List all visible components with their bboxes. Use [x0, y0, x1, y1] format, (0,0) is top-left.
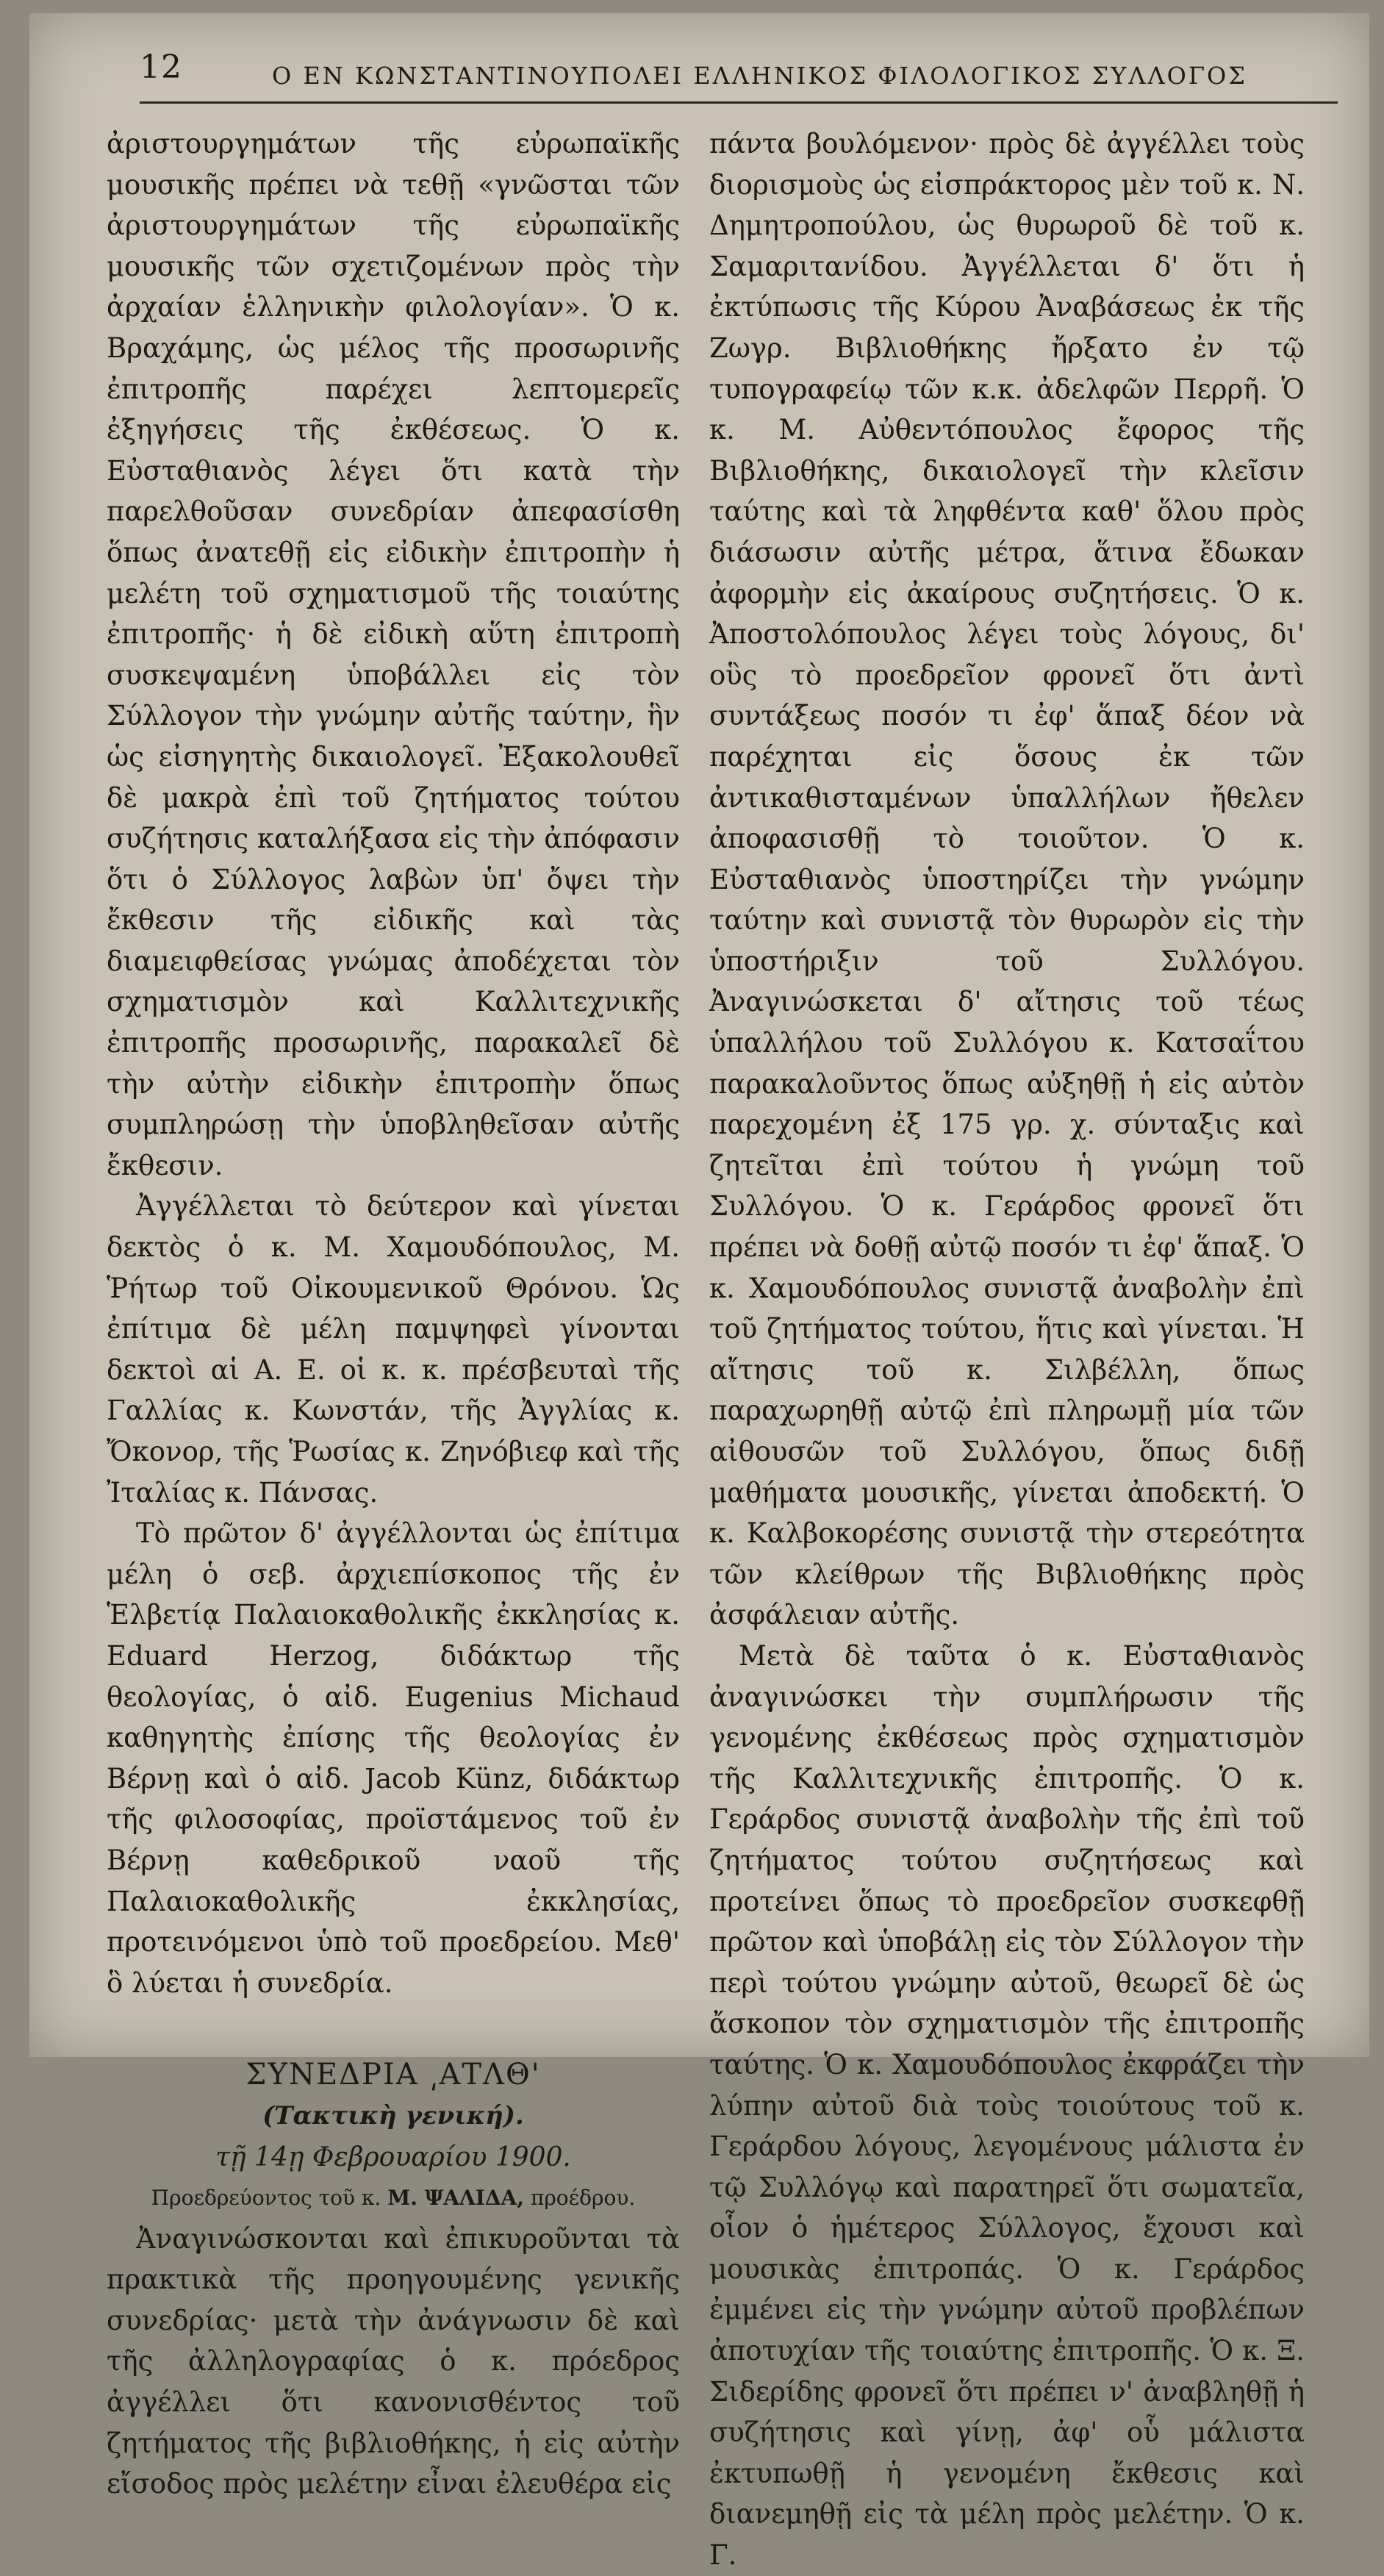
left-paragraph-3: Τὸ πρῶτον δ' ἀγγέλλονται ὡς ἐπίτιμα μέλη ὁ σεβ. ἀρχιεπίσκοπος τῆς ἐν Ἑλβετίᾳ Παλαιοκαθολικῆς ἐκκλησίας κ. Eduard Herzog, διδάκτωρ τῆς θεολογίας, ὁ αἰδ. Eugenius Michaud καθηγητὴς ἐπίσης τῆς θεολογίας ἐν Βέρνῃ καὶ ὁ αἰδ. Jacob Künz, διδάκτωρ τῆς φιλοσοφίας, προϊστάμενος τοῦ ἐν Βέρνῃ καθεδρικοῦ ναοῦ τῆς Παλαιοκαθολικῆς ἐκκλησίας, προτεινόμενοι ὑπὸ τοῦ προεδρείου. Μεθ' ὃ λύεται ἡ συνεδρία.: [107, 1517, 680, 1999]
left-paragraph-2: Ἀγγέλλεται τὸ δεύτερον καὶ γίνεται δεκτὸς ὁ κ. Μ. Χαμουδόπουλος, Μ. Ῥήτωρ τοῦ Οἰκουμενικοῦ Θρόνου. Ὡς ἐπίτιμα δὲ μέλη παμψηφεὶ γίνονται δεκτοὶ αἱ Α. Ε. οἱ κ. κ. πρέσβευταὶ τῆς Γαλλίας κ. Κωνστάν, τῆς Ἀγγλίας κ. Ὄκονορ, τῆς Ῥωσίας κ. Ζηνόβιεφ καὶ τῆς Ἰταλίας κ. Πάνσας.: [107, 1190, 680, 1509]
left-paragraph-4: Ἀναγινώσκονται καὶ ἐπικυροῦνται τὰ πρακτικὰ τῆς προηγουμένης γενικῆς συνεδρίας· μετὰ τὴν ἀνάγνωσιν δὲ καὶ τῆς ἀλληλογραφίας ὁ κ. πρόεδρος ἀγγέλλει ὅτι κανονισθέντος τοῦ ζητήματος τῆς βιβλιοθήκης, ἡ εἰς αὐτὴν εἴσοδος πρὸς μελέτην εἶναι ἐλευθέρα εἰς: [107, 2222, 680, 2500]
session-title: ΣΥΝΕΔΡΙΑ ͵ΑΤΛΘ': [245, 2058, 541, 2092]
session-subtitle: (Τακτικὴ γενική).: [262, 2100, 524, 2130]
page-number: 12: [140, 49, 182, 86]
session-chair: [107, 2178, 680, 2219]
running-title: Ο ΕΝ ΚΩΝΣΤΑΝΤΙΝΟΥΠΟΛΕΙ ΕΛΛΗΝΙΚΟΣ ΦΙΛΟΛΟΓΙΚΟΣ ΣΥΛΛΟΓΟΣ: [272, 62, 1247, 90]
journal-page: [29, 13, 1369, 2572]
chair-suffix: προέδρου.: [530, 2186, 636, 2211]
session-date: τῇ 14ῃ Φεβρουαρίου 1900.: [215, 2142, 571, 2172]
right-paragraph-1: πάντα βουλόμενον· πρὸς δὲ ἀγγέλλει τοὺς διορισμοὺς ὡς εἰσπράκτορος μὲν τοῦ κ. Ν. Δημητροπούλου, ὡς θυρωροῦ δὲ τοῦ κ. Σαμαριτανίδου. Ἀγγέλλεται δ' ὅτι ἡ ἐκτύπωσις τῆς Κύρου Ἀναβάσεως ἐκ τῆς Ζωγρ. Βιβλιοθήκης ἤρξατο ἐν τῷ τυπογραφείῳ τῶν κ.κ. ἀδελφῶν Περρῆ. Ὁ κ. Μ. Αὐθεντόπουλος ἔφορος τῆς Βιβλιοθήκης, δικαιολογεῖ τὴν κλεῖσιν ταύτης καὶ τὰ ληφθέντα καθ' ὅλου πρὸς διάσωσιν αὐτῆς μέτρα, ἅτινα ἔδωκαν ἀφορμὴν εἰς ἀκαίρους συζητήσεις. Ὁ κ. Ἀποστολόπουλος λέγει τοὺς λόγους, δι' οὓς τὸ προεδρεῖον φρονεῖ ὅτι ἀντὶ συντάξεως ποσόν τι ἐφ' ἅπαξ δέον νὰ παρέχηται εἰς ὅσους ἐκ τῶν ἀντικαθισταμένων ὑπαλλήλων ἤθελεν ἀποφασισθῇ τὸ τοιοῦτον. Ὁ κ. Εὐσταθιανὸς ὑποστηρίζει τὴν γνώμην ταύτην καὶ συνιστᾷ τὸν θυρωρὸν εἰς τὴν ὑποστήριξιν τοῦ Συλλόγου. Ἀναγινώσκεται δ' αἴτησις τοῦ τέως ὑπαλλήλου τοῦ Συλλόγου κ. Κατσαΐτου παρακαλοῦντος ὅπως αὐξηθῇ ἡ εἰς αὐτὸν παρεχομένη ἐξ 175 γρ. χ. σύνταξις καὶ ζητεῖται ἐπὶ τούτου ἡ γνώμη τοῦ Συλλόγου. Ὁ κ. Γεράρδος φρονεῖ ὅτι πρέπει νὰ δοθῇ αὐτῷ ποσόν τι ἐφ' ἅπαξ. Ὁ κ. Χαμουδόπουλος συνιστᾷ ἀναβολὴν ἐπὶ τοῦ ζητήματος τούτου, ἥτις καὶ γίνεται. Ἡ αἴτησις τοῦ κ. Σιλβέλλη, ὅπως παραχωρηθῇ αὐτῷ ἐπὶ πληρωμῇ μία τῶν αἰθουσῶν τοῦ Συλλόγου, ὅπως διδῇ μαθήματα μουσικῆς, γίνεται ἀποδεκτή. Ὁ κ. Καλβοκορέσης συνιστᾷ τὴν στερεότητα τῶν κλείθρων τῆς Βιβλιοθήκης πρὸς ἀσφάλειαν αὐτῆς.: [709, 128, 1305, 1631]
chair-prefix: Προεδρεύοντος τοῦ κ.: [151, 2186, 381, 2211]
header-rule: [140, 101, 1338, 104]
right-column: [709, 124, 1305, 2576]
chair-name: Μ. ΨΑΛΙΔΑ,: [387, 2186, 525, 2211]
left-column: [107, 124, 680, 2505]
right-paragraph-2: Μετὰ δὲ ταῦτα ὁ κ. Εὐσταθιανὸς ἀναγινώσκει τὴν συμπλήρωσιν τῆς γενομένης ἐκθέσεως πρὸς σχηματισμὸν τῆς Καλλιτεχνικῆς ἐπιτροπῆς. Ὁ κ. Γεράρδος συνιστᾷ ἀναβολὴν τῆς ἐπὶ τοῦ ζητήματος τούτου συζητήσεως καὶ προτείνει ὅπως τὸ προεδρεῖον συσκεφθῇ πρῶτον καὶ ὑποβάλῃ εἰς τὸν Σύλλογον τὴν περὶ τούτου γνώμην αὐτοῦ, θεωρεῖ δὲ ὡς ἄσκοπον τὸν σχηματισμὸν τῆς ἐπιτροπῆς ταύτης. Ὁ κ. Χαμουδόπουλος ἐκφράζει τὴν λύπην αὐτοῦ διὰ τοὺς τοιούτους τοῦ κ. Γεράρδου λόγους, λεγομένους μάλιστα ἐν τῷ Συλλόγῳ καὶ παρατηρεῖ ὅτι σωματεῖα, οἷον ὁ ἡμέτερος Σύλλογος, ἔχουσι καὶ μουσικὰς ἐπιτροπάς. Ὁ κ. Γεράρδος ἐμμένει εἰς τὴν γνώμην αὐτοῦ προβλέπων ἀποτυχίαν τῆς τοιαύτης ἐπιτροπῆς. Ὁ κ. Ξ. Σιδερίδης φρονεῖ ὅτι πρέπει ν' ἀναβληθῇ ἡ συζήτησις καὶ γίνῃ, ἀφ' οὗ μάλιστα ἐκτυπωθῇ ἡ γενομένη ἔκθεσις καὶ διανεμηθῇ εἰς τὰ μέλη πρὸς μελέτην. Ὁ κ. Γ.: [709, 1639, 1305, 2572]
page-header: [140, 49, 1345, 100]
left-paragraph-1: ἀριστουργημάτων τῆς εὐρωπαϊκῆς μουσικῆς πρέπει νὰ τεθῇ «γνῶσται τῶν ἀριστουργημάτων τῆς εὐρωπαϊκῆς μουσικῆς τῶν σχετιζομένων πρὸς τὴν ἀρχαίαν ἑλληνικὴν φιλολογίαν». Ὁ κ. Βραχάμης, ὡς μέλος τῆς προσωρινῆς ἐπιτροπῆς παρέχει λεπτομερεῖς ἐξηγήσεις τῆς ἐκθέσεως. Ὁ κ. Εὐσταθιανὸς λέγει ὅτι κατὰ τὴν παρελθοῦσαν συνεδρίαν ἀπεφασίσθη ὅπως ἀνατεθῇ εἰς εἰδικὴν ἐπιτροπὴν ἡ μελέτη τοῦ σχηματισμοῦ τῆς τοιαύτης ἐπιτροπῆς· ἡ δὲ εἰδικὴ αὕτη ἐπιτροπὴ συσκεψαμένη ὑποβάλλει εἰς τὸν Σύλλογον τὴν γνώμην αὐτῆς ταύτην, ἣν ὡς εἰσηγητὴς δικαιολογεῖ. Ἐξακολουθεῖ δὲ μακρὰ ἐπὶ τοῦ ζητήματος τούτου συζήτησις καταλήξασα εἰς τὴν ἀπόφασιν ὅτι ὁ Σύλλογος λαβὼν ὑπ' ὄψει τὴν ἔκθεσιν τῆς εἰδικῆς καὶ τὰς διαμειφθείσας γνώμας ἀποδέχεται τὸν σχηματισμὸν καὶ Καλλιτεχνικῆς ἐπιτροπῆς προσωρινῆς, παρακαλεῖ δὲ τὴν αὐτὴν εἰδικὴν ἐπιτροπὴν ὅπως συμπληρώσῃ τὴν ὑποβληθεῖσαν αὐτῆς ἔκθεσιν.: [107, 128, 680, 1181]
